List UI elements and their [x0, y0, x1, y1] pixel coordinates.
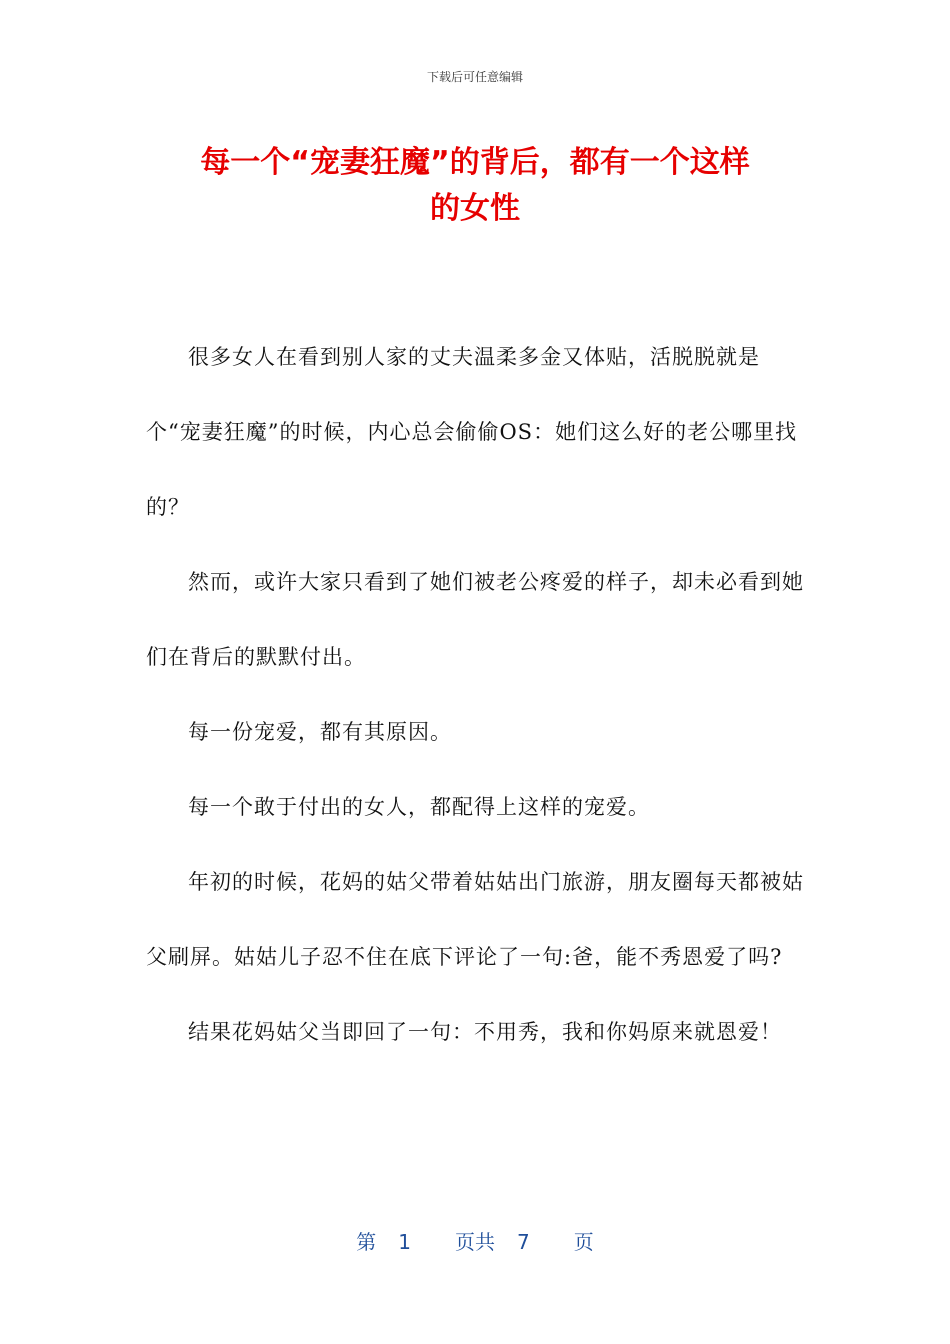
footer-prefix: 第: [356, 1230, 377, 1254]
header-note: 下载后可任意编辑: [426, 70, 523, 84]
article-title-line1: 每一个“宠妻狂魔”的背后，都有一个这样: [200, 145, 750, 180]
article-title: [140, 140, 810, 232]
footer-current-page: 1: [398, 1230, 411, 1254]
footer-middle: 页共: [455, 1230, 495, 1254]
paragraph-1: 很多女人在看到别人家的丈夫温柔多金又体贴，活脱脱就是个“宠妻狂魔”的时候，内心总会偷偷OS：她们这么好的老公哪里找的？: [146, 345, 798, 519]
paragraph-3: 每一份宠爱，都有其原因。: [188, 720, 452, 744]
article-body: [146, 320, 806, 1070]
paragraph-4: 每一个敢于付出的女人，都配得上这样的宠爱。: [188, 795, 650, 819]
footer-suffix: 页: [573, 1230, 594, 1254]
page-footer: [0, 1226, 950, 1255]
paragraph-6: 结果花妈姑父当即回了一句：不用秀，我和你妈原来就恩爱！: [188, 1020, 782, 1044]
footer-total-pages: 7: [517, 1230, 530, 1254]
article-title-line2: 的女性: [430, 191, 520, 226]
paragraph-2: 然而，或许大家只看到了她们被老公疼爱的样子，却未必看到她们在背后的默默付出。: [146, 570, 804, 669]
paragraph-5: 年初的时候，花妈的姑父带着姑姑出门旅游，朋友圈每天都被姑父刷屏。姑姑儿子忍不住在底下评论了一句:爸，能不秀恩爱了吗?: [146, 870, 804, 969]
